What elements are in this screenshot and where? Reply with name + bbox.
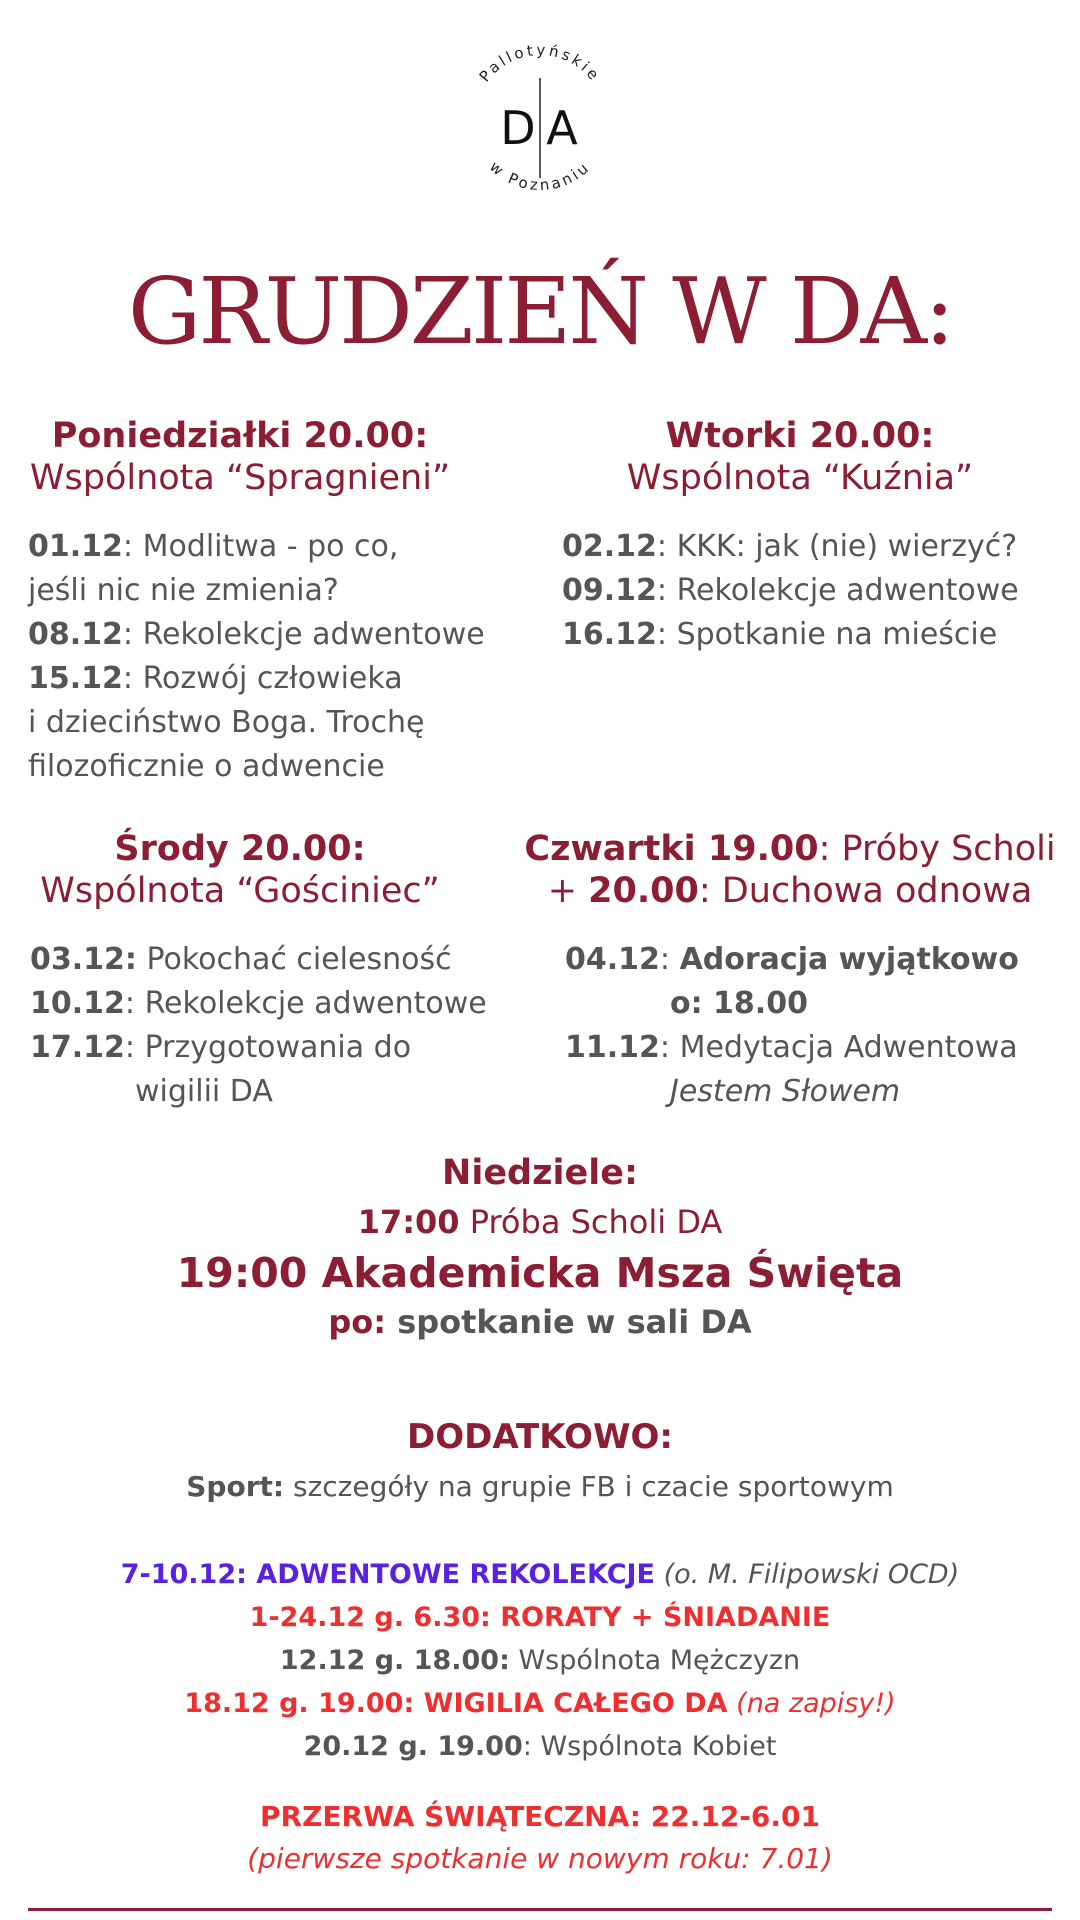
logo-letter-a: A — [546, 101, 578, 155]
logo-graphic — [440, 20, 640, 220]
list-item: 03.12: Pokochać cielesność — [30, 942, 452, 977]
logo — [440, 20, 640, 220]
list-item-continuation: o: 18.00 — [670, 986, 808, 1021]
event-women: 20.12 g. 19.00: Wspólnota Kobiet — [303, 1731, 777, 1762]
monday-heading: Poniedziałki 20.00: — [51, 416, 429, 456]
thursday-header — [520, 828, 1060, 912]
logo-letter-d: D — [500, 101, 536, 155]
monday-community: Wspólnota “Spragnieni” — [29, 458, 451, 498]
list-item: 04.12: Adoracja wyjątkowo — [565, 942, 1019, 977]
sunday-heading: Niedziele: — [442, 1153, 638, 1193]
break-section — [0, 1796, 1080, 1880]
logo-arc-bottom: w Poznaniu — [485, 157, 595, 195]
bottom-divider — [28, 1908, 1052, 1911]
tuesday-section — [560, 415, 1040, 499]
tuesday-header — [560, 415, 1040, 499]
event-retreat: 7-10.12: ADWENTOWE REKOLEKCJE (o. M. Filipowski OCD) — [120, 1559, 960, 1590]
page-title: GRUDZIEŃ W DA: — [127, 258, 953, 365]
list-item: 16.12: Spotkanie na mieście — [562, 617, 998, 652]
event-wigilia: 18.12 g. 19.00: WIGILIA CAŁEGO DA (na zapisy!) — [184, 1688, 896, 1719]
sunday-mass: 19:00 Akademicka Msza Święta — [176, 1249, 904, 1297]
list-item-continuation: filozoficznie o adwencie — [28, 749, 385, 784]
sunday-section — [0, 1148, 1080, 1344]
list-item-continuation: jeśli nic nie zmienia? — [28, 573, 339, 608]
monday-section — [20, 415, 460, 499]
list-item: 02.12: KKK: jak (nie) wierzyć? — [562, 529, 1018, 564]
event-men: 12.12 g. 18.00: Wspólnota Mężczyzn — [279, 1645, 801, 1676]
tuesday-heading: Wtorki 20.00: — [665, 416, 935, 456]
sport-line: Sport: szczegóły na grupie FB i czacie sportowym — [186, 1470, 894, 1503]
wednesday-community: Wspólnota “Gościniec” — [40, 871, 440, 911]
wednesday-header — [20, 828, 460, 912]
wednesday-list — [30, 938, 520, 1114]
tuesday-community: Wspólnota “Kuźnia” — [626, 458, 974, 498]
monday-header — [20, 415, 460, 499]
thursday-heading: Czwartki 19.00: Próby Scholi — [524, 829, 1056, 869]
tuesday-list — [562, 525, 1062, 657]
sunday-line1: 17:00 Próba Scholi DA — [357, 1203, 723, 1241]
thursday-list — [565, 938, 1065, 1114]
extra-section — [0, 1412, 1080, 1512]
extra-heading: DODATKOWO: — [407, 1417, 673, 1457]
sunday-line3: po: spotkanie w sali DA — [328, 1303, 752, 1341]
list-item: 09.12: Rekolekcje adwentowe — [562, 573, 1019, 608]
monday-list — [28, 525, 508, 789]
wednesday-section — [20, 828, 460, 912]
list-item: 17.12: Przygotowania do — [30, 1030, 412, 1065]
list-item: 15.12: Rozwój człowieka — [28, 661, 403, 696]
thursday-section — [520, 828, 1060, 912]
break-heading: PRZERWA ŚWIĄTECZNA: 22.12-6.01 — [260, 1800, 820, 1833]
thursday-heading-line2: + 20.00: Duchowa odnowa — [547, 871, 1033, 911]
logo-arc-top: Pallotyńskie — [475, 40, 605, 86]
list-item: 08.12: Rekolekcje adwentowe — [28, 617, 485, 652]
break-note: (pierwsze spotkanie w nowym roku: 7.01) — [247, 1842, 833, 1875]
list-item: 10.12 : Rekolekcje adwentowe — [30, 986, 487, 1021]
events-list — [0, 1553, 1080, 1768]
wednesday-heading: Środy 20.00: — [114, 829, 366, 869]
list-item-continuation: Jestem Słowem — [670, 1074, 901, 1109]
list-item-continuation: i dzieciństwo Boga. Trochę — [28, 705, 425, 740]
list-item-continuation: wigilii DA — [135, 1074, 273, 1109]
list-item: 01.12: Modlitwa - po co, — [28, 529, 399, 564]
list-item: 11.12: Medytacja Adwentowa — [565, 1030, 1018, 1065]
event-roraty: 1-24.12 g. 6.30: RORATY + ŚNIADANIE — [249, 1602, 831, 1633]
